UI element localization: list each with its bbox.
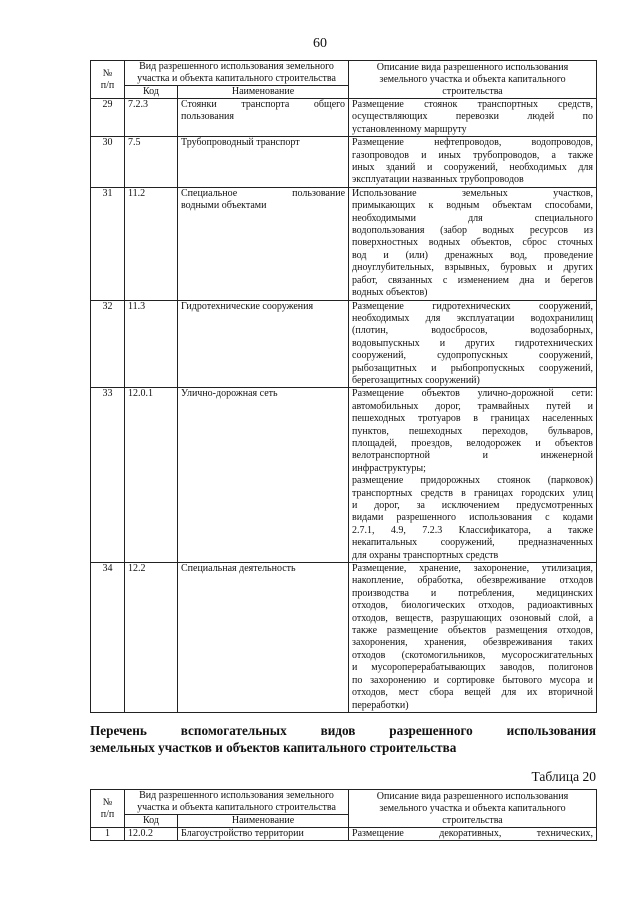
description-line: поверхностных водных объектов, сброс сточных [352, 237, 594, 249]
name-line: пользования [181, 111, 234, 123]
description-line: дноуглубительных, взрывных, буровых и других [352, 262, 594, 274]
row-name [178, 99, 349, 137]
description-line: переработки) [352, 699, 409, 711]
name-line: Стоянки транспорта общего [181, 99, 346, 110]
description-line: водопользования (забор водных ресурсов из [352, 225, 594, 237]
description-line: площадей, проездов, велодорожек и объектов [352, 437, 594, 449]
description-line: эксплуатации названных трубопроводов [352, 174, 524, 186]
table-row [91, 137, 597, 188]
description-line: работ, связанных с изменением дна и берегов [352, 274, 594, 286]
row-name [178, 563, 349, 713]
description-line: для охраны транспортных средств [352, 549, 499, 561]
table-row [91, 187, 597, 300]
description-line: осуществляющих перевозки людей по [352, 111, 594, 123]
description-line: вод и (или) дренажных вод, проведение [352, 249, 594, 261]
description-line: Размещение объектов улично-дорожной сети: [352, 388, 594, 400]
table-header-group [91, 790, 597, 828]
row-number: 30 [91, 137, 125, 188]
description-line: берегозащитных сооружений) [352, 374, 480, 386]
row-name [178, 187, 349, 300]
header-use-type: Вид разрешенного использования земельного участка и объекта капитального строительства [125, 790, 349, 815]
name-line: Специальное пользование [181, 187, 346, 199]
header-name: Наименование [178, 86, 349, 99]
table-row [91, 563, 597, 713]
row-name [178, 828, 349, 841]
description-line: Размещение декоративных, технических, [352, 828, 594, 839]
description-line: инфраструктуры; [352, 462, 426, 474]
row-code: 11.3 [125, 300, 178, 388]
description-line: сооружений, судопропускных сооружений, [352, 350, 594, 362]
row-description [349, 563, 597, 713]
description-line: пунктов, пешеходных переходов, бульваров, [352, 425, 594, 437]
name-line: водными объектами [181, 200, 267, 212]
description-line: отходов (скотомогильников, мусоросжигательных [352, 649, 594, 661]
row-name [178, 300, 349, 388]
name-line: Специальная деятельность [181, 563, 296, 575]
table-row [91, 300, 597, 388]
row-name [178, 388, 349, 563]
row-code: 12.0.2 [125, 828, 178, 841]
row-description [349, 99, 597, 137]
row-description [349, 828, 597, 841]
description-line: также размещение объектов размещения отходов, [352, 625, 594, 637]
description-line: рыбозащитных и рыбопропускных сооружений, [352, 362, 594, 374]
description-line: необходимых для эксплуатации водохранилищ [352, 312, 594, 324]
header-num: № п/п [91, 790, 125, 828]
description-line: и мусороперерабатывающих заводов, полигонов [352, 662, 594, 674]
description-line: велотранспортной и инженерной [352, 450, 594, 462]
description-line: и дорог, за исключением предусмотренных [352, 500, 594, 511]
row-name [178, 137, 349, 188]
description-line: газопроводов и иных трубопроводов, а также [352, 149, 594, 161]
row-number: 33 [91, 388, 125, 563]
description-line: по захоронению и сортировке бытового мусора и [352, 674, 594, 686]
row-code: 12.0.1 [125, 388, 178, 563]
row-description [349, 300, 597, 388]
description-line: размещение придорожных стоянок (парковок) [352, 475, 594, 487]
row-code: 7.5 [125, 137, 178, 188]
description-line: автомобильных дорог, трамвайных путей и [352, 400, 594, 412]
row-number: 31 [91, 187, 125, 300]
auxiliary-use-table [90, 789, 597, 841]
description-line: отходов, мест сбора вещей для их вторичной [352, 687, 594, 699]
description-line: водовыпускных и других гидротехнических [352, 337, 594, 349]
description-line: иных зданий и сооружений, необходимых для [352, 162, 594, 174]
header-use-type: Вид разрешенного использования земельного участка и объекта капитального строительства [125, 61, 349, 86]
table-caption: Таблица 20 [531, 769, 596, 784]
description-line: Размещение стоянок транспортных средств, [352, 99, 594, 110]
description-line: Размещение гидротехнических сооружений, [352, 300, 594, 312]
row-number: 29 [91, 99, 125, 137]
header-description: Описание вида разрешенного использования земельного участка и объекта капитального строительства [349, 61, 597, 99]
page-number: 60 [313, 36, 327, 51]
description-line: накопление, обработка, обезвреживание отходов [352, 575, 594, 587]
table-row [91, 828, 597, 841]
row-code: 12.2 [125, 563, 178, 713]
description-line: отходов, веществ, разрушающих озоновый слой, а [352, 612, 594, 624]
row-description [349, 187, 597, 300]
description-line: видами разрешенного использования с кодами [352, 512, 594, 524]
row-code: 11.2 [125, 187, 178, 300]
description-line: установленному маршруту [352, 123, 467, 135]
header-name: Наименование [178, 815, 349, 828]
table-body [91, 99, 597, 713]
permitted-use-table [90, 60, 597, 713]
description-line: отходов, биологических отходов, радиоактивных [352, 600, 594, 612]
description-line: Использование земельных участков, [352, 187, 594, 199]
row-number: 1 [91, 828, 125, 841]
section-heading: Перечень вспомогательных видов разрешенного использования земельных участков и объектов капитального строительства [90, 723, 596, 755]
description-line: (плотин, водосбросов, водозаборных, [352, 325, 594, 337]
description-line: захоронения, хранения, обезвреживания таких [352, 637, 594, 649]
description-line: 2.7.1, 4.9, 7.2.3 Классификатора, а также [352, 524, 594, 536]
header-code: Код [125, 815, 178, 828]
description-line: водных объектов) [352, 287, 428, 299]
table-row [91, 388, 597, 563]
description-line: Размещение, хранение, захоронение, утилизация, [352, 563, 594, 575]
header-num: № п/п [91, 61, 125, 99]
table-body [91, 828, 597, 841]
description-line: примыкающих к водным объектам способами, [352, 200, 594, 212]
row-code: 7.2.3 [125, 99, 178, 137]
description-line: пешеходных тротуаров в границах населенных [352, 413, 594, 425]
header-code: Код [125, 86, 178, 99]
description-line: Размещение нефтепроводов, водопроводов, [352, 137, 594, 149]
description-line: некапитальных сооружений, предназначенных [352, 537, 594, 549]
row-description [349, 137, 597, 188]
row-number: 32 [91, 300, 125, 388]
name-line: Гидротехнические сооружения [181, 300, 314, 312]
header-description: Описание вида разрешенного использования земельного участка и объекта капитального строительства [349, 790, 597, 828]
description-line: необходимыми для специального [352, 212, 594, 224]
table-header-group [91, 61, 597, 99]
table-row [91, 99, 597, 137]
name-line: Благоустройство территории [181, 828, 304, 839]
description-line: производства и потребления, медицинских [352, 587, 594, 599]
description-line: транспортных средств в границах городских улиц [352, 487, 594, 499]
row-number: 34 [91, 563, 125, 713]
name-line: Трубопроводный транспорт [181, 137, 300, 149]
row-description [349, 388, 597, 563]
name-line: Улично-дорожная сеть [181, 388, 278, 400]
